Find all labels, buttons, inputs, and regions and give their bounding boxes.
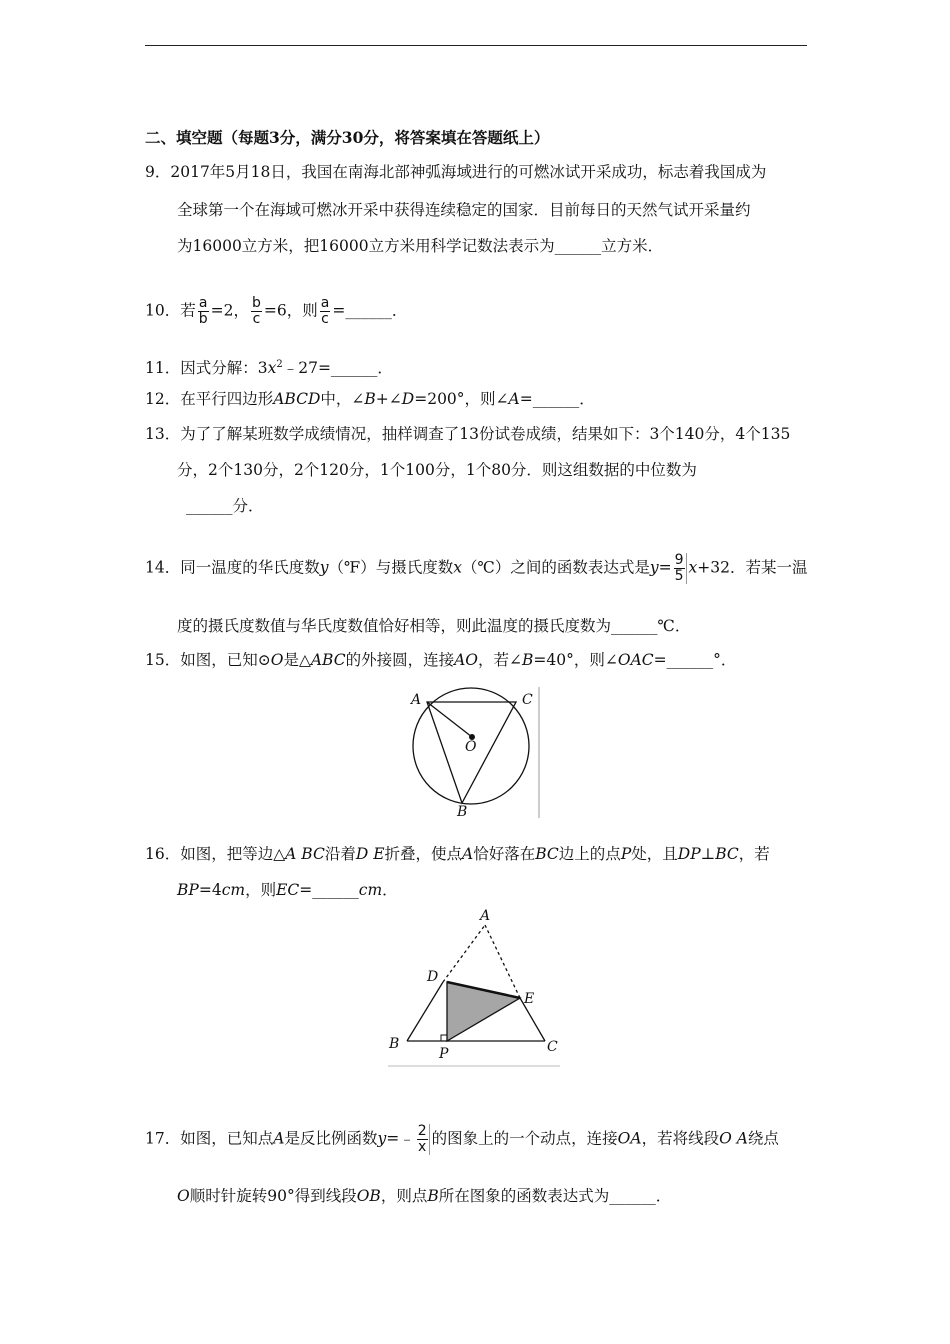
q16-ec: EC bbox=[276, 881, 300, 899]
q14-y2: y bbox=[649, 558, 659, 577]
q17-line-1 bbox=[145, 1124, 779, 1155]
q10-f3-den: c bbox=[321, 311, 329, 327]
q14-x2: x bbox=[688, 558, 698, 577]
q17-oa: OA bbox=[617, 1129, 642, 1148]
q10-text-1: =2， bbox=[210, 301, 249, 320]
q14-f-num: 9 bbox=[674, 552, 684, 568]
q17-text-l2b: ，则点 bbox=[380, 1187, 428, 1205]
q14-text-d: +32．若某一温 bbox=[697, 558, 808, 577]
q17-f-num: 2 bbox=[417, 1123, 427, 1139]
q16-line-2 bbox=[177, 880, 398, 900]
q17-text-e: ，若将线段 bbox=[641, 1129, 720, 1148]
q15-label-o: O bbox=[465, 739, 477, 755]
q14-y: y bbox=[319, 558, 329, 577]
q16-label-p: P bbox=[439, 1046, 449, 1062]
q17-f-den: x bbox=[418, 1139, 427, 1155]
q17-oa2: O A bbox=[719, 1129, 748, 1148]
header-rule bbox=[145, 45, 807, 46]
q16-text-l2b: =4 bbox=[198, 881, 222, 899]
q15-line bbox=[145, 650, 736, 670]
q12-suffix: =______． bbox=[519, 390, 595, 408]
q15-ao: AO bbox=[454, 651, 479, 669]
q16-label-b: B bbox=[389, 1036, 400, 1052]
q16-a: A bbox=[462, 845, 474, 863]
q17-text-d: 的图象上的一个动点，连接 bbox=[431, 1129, 618, 1148]
section-title: 二、填空题（每题3分，满分30分，将答案填在答题纸上） bbox=[145, 128, 550, 147]
q17-b: B bbox=[427, 1187, 439, 1205]
q14-text-a: 14．同一温度的华氏度数 bbox=[145, 558, 320, 577]
q14-f-den: 5 bbox=[674, 568, 684, 584]
q11-exp: 2 bbox=[276, 359, 283, 370]
q16-figure bbox=[385, 905, 565, 1067]
q12-line bbox=[145, 389, 595, 409]
q12-d: D bbox=[401, 390, 415, 408]
q17-text-f: 绕点 bbox=[747, 1129, 779, 1148]
q16-text-d: 恰好落在 bbox=[473, 845, 536, 863]
q15-label-c: C bbox=[522, 692, 533, 708]
q12-plus: +∠ bbox=[375, 390, 402, 408]
q17-y: y bbox=[377, 1129, 387, 1148]
q13-line-3: ______分． bbox=[186, 497, 264, 515]
q16-text-l2d: =______ bbox=[299, 881, 359, 899]
q9-line-3: 为16000立方米，把16000立方米用科学记数法表示为______立方米． bbox=[177, 237, 664, 255]
q12-b: B bbox=[364, 390, 376, 408]
q15-b: B bbox=[522, 651, 534, 669]
q16-p: P bbox=[620, 845, 632, 863]
q16-text-l2e: ． bbox=[382, 881, 398, 899]
q15-oac: OAC bbox=[617, 651, 654, 669]
q16-text-l2c: ，则 bbox=[245, 881, 277, 899]
q10-f1-num: a bbox=[198, 295, 208, 311]
q16-text-e: 边上的点 bbox=[558, 845, 621, 863]
q14-x: x bbox=[453, 558, 462, 577]
q10-fraction-a-b bbox=[198, 296, 209, 327]
q16-text-b: 沿着 bbox=[324, 845, 356, 863]
q16-cm1: cm bbox=[221, 881, 246, 899]
q10-f2-den: c bbox=[252, 311, 261, 327]
q16-abc: A BC bbox=[285, 845, 325, 863]
q10-prefix: 10．若 bbox=[145, 301, 196, 320]
q16-text-c: 折叠，使点 bbox=[384, 845, 463, 863]
q17-text-c: =﹣ bbox=[386, 1129, 415, 1148]
q16-cm2: cm bbox=[358, 881, 383, 899]
q16-side-bd bbox=[407, 982, 443, 1041]
q10-f1-den: b bbox=[198, 311, 208, 327]
q17-ob: OB bbox=[356, 1187, 381, 1205]
q16-bp: BP bbox=[177, 881, 199, 899]
q16-bc: BC bbox=[535, 845, 559, 863]
q17-line-2 bbox=[177, 1186, 671, 1206]
q12-mid: 中，∠ bbox=[320, 390, 365, 408]
q10-f2-num: b bbox=[251, 295, 261, 311]
q15-text-d: ，若∠ bbox=[478, 651, 523, 669]
q17-o: O bbox=[177, 1187, 190, 1205]
q16-bc2: BC bbox=[715, 845, 739, 863]
q13-line-1: 13．为了了解某班数学成绩情况，抽样调查了13份试卷成绩，结果如下：3个140分，4个135 bbox=[145, 425, 791, 443]
q12-prefix: 12．在平行四边形 bbox=[145, 390, 274, 408]
q17-text-l2c: 所在图象的函数表达式为______． bbox=[438, 1187, 672, 1205]
q15-text-b: 是△ bbox=[283, 651, 311, 669]
q15-o: O bbox=[270, 651, 284, 669]
q10-text-2: =6，则 bbox=[263, 301, 318, 320]
q15-label-a: A bbox=[411, 692, 422, 708]
q15-text-e: =40°，则∠ bbox=[533, 651, 618, 669]
q10-fraction-a-c bbox=[320, 296, 331, 327]
q10-f3-num: a bbox=[320, 295, 330, 311]
q16-de: D E bbox=[355, 845, 385, 863]
q11-prefix: 11．因式分解：3 bbox=[145, 359, 268, 378]
q16-text-h: ，若 bbox=[738, 845, 770, 863]
q10-line bbox=[145, 296, 407, 327]
q17-text-l2a: 顺时针旋转90°得到线段 bbox=[189, 1187, 357, 1205]
q16-dp: DP bbox=[677, 845, 701, 863]
q10-fraction-b-c bbox=[251, 296, 262, 327]
q17-text-a: 17．如图，已知点 bbox=[145, 1129, 274, 1148]
q12-shape: ABCD bbox=[273, 390, 321, 408]
q14-eq: = bbox=[658, 558, 672, 577]
q11-line bbox=[145, 355, 393, 378]
q17-a: A bbox=[273, 1129, 285, 1148]
q16-text-a: 16．如图，把等边△ bbox=[145, 845, 286, 863]
q16-label-a: A bbox=[480, 908, 491, 924]
q16-label-d: D bbox=[427, 969, 439, 985]
q15-text-f: =______°． bbox=[653, 651, 737, 669]
q16-dashed-da bbox=[443, 925, 485, 982]
q17-text-b: 是反比例函数 bbox=[284, 1129, 378, 1148]
q15-text-a: 15．如图，已知⊙ bbox=[145, 651, 271, 669]
q16-text-f: 处，且 bbox=[631, 845, 678, 863]
q15-label-b: B bbox=[457, 804, 468, 820]
q11-suffix: ﹣27=______． bbox=[282, 359, 393, 378]
q16-dashed-ae bbox=[485, 925, 520, 998]
q15-figure bbox=[400, 685, 550, 820]
q9-line-2: 全球第一个在海域可燃冰开采中获得连续稳定的国家．目前每日的天然气试开采量约 bbox=[177, 201, 751, 219]
q12-mid2: =200°，则∠ bbox=[414, 390, 509, 408]
q16-label-c: C bbox=[547, 1039, 558, 1055]
q16-label-e: E bbox=[524, 991, 535, 1007]
q9-line-1: 9．2017年5月18日，我国在南海北部神弧海域进行的可燃冰试开采成功，标志着我国成为 bbox=[145, 163, 767, 181]
q16-text-g: ⊥ bbox=[700, 845, 716, 863]
q15-text-c: 的外接圆，连接 bbox=[345, 651, 455, 669]
q14-text-c: （℃）之间的函数表达式是 bbox=[462, 558, 650, 577]
q14-fraction-9-5 bbox=[674, 553, 687, 584]
q16-right-angle-mark bbox=[441, 1035, 447, 1041]
q16-line-1 bbox=[145, 844, 770, 864]
q17-fraction-2-x bbox=[417, 1124, 430, 1155]
q13-line-2: 分，2个130分，2个120分，1个100分，1个80分．则这组数据的中位数为 bbox=[177, 461, 697, 479]
q15-abc: ABC bbox=[310, 651, 346, 669]
q14-text-b: （℉）与摄氏度数 bbox=[328, 558, 454, 577]
q14-line-1 bbox=[145, 553, 808, 584]
q14-line-2: 度的摄氏度数值与华氏度数值恰好相等，则此温度的摄氏度数为______℃． bbox=[177, 617, 691, 635]
q10-text-3: =______． bbox=[332, 301, 408, 320]
q11-var: x bbox=[267, 359, 277, 378]
q12-a: A bbox=[508, 390, 520, 408]
